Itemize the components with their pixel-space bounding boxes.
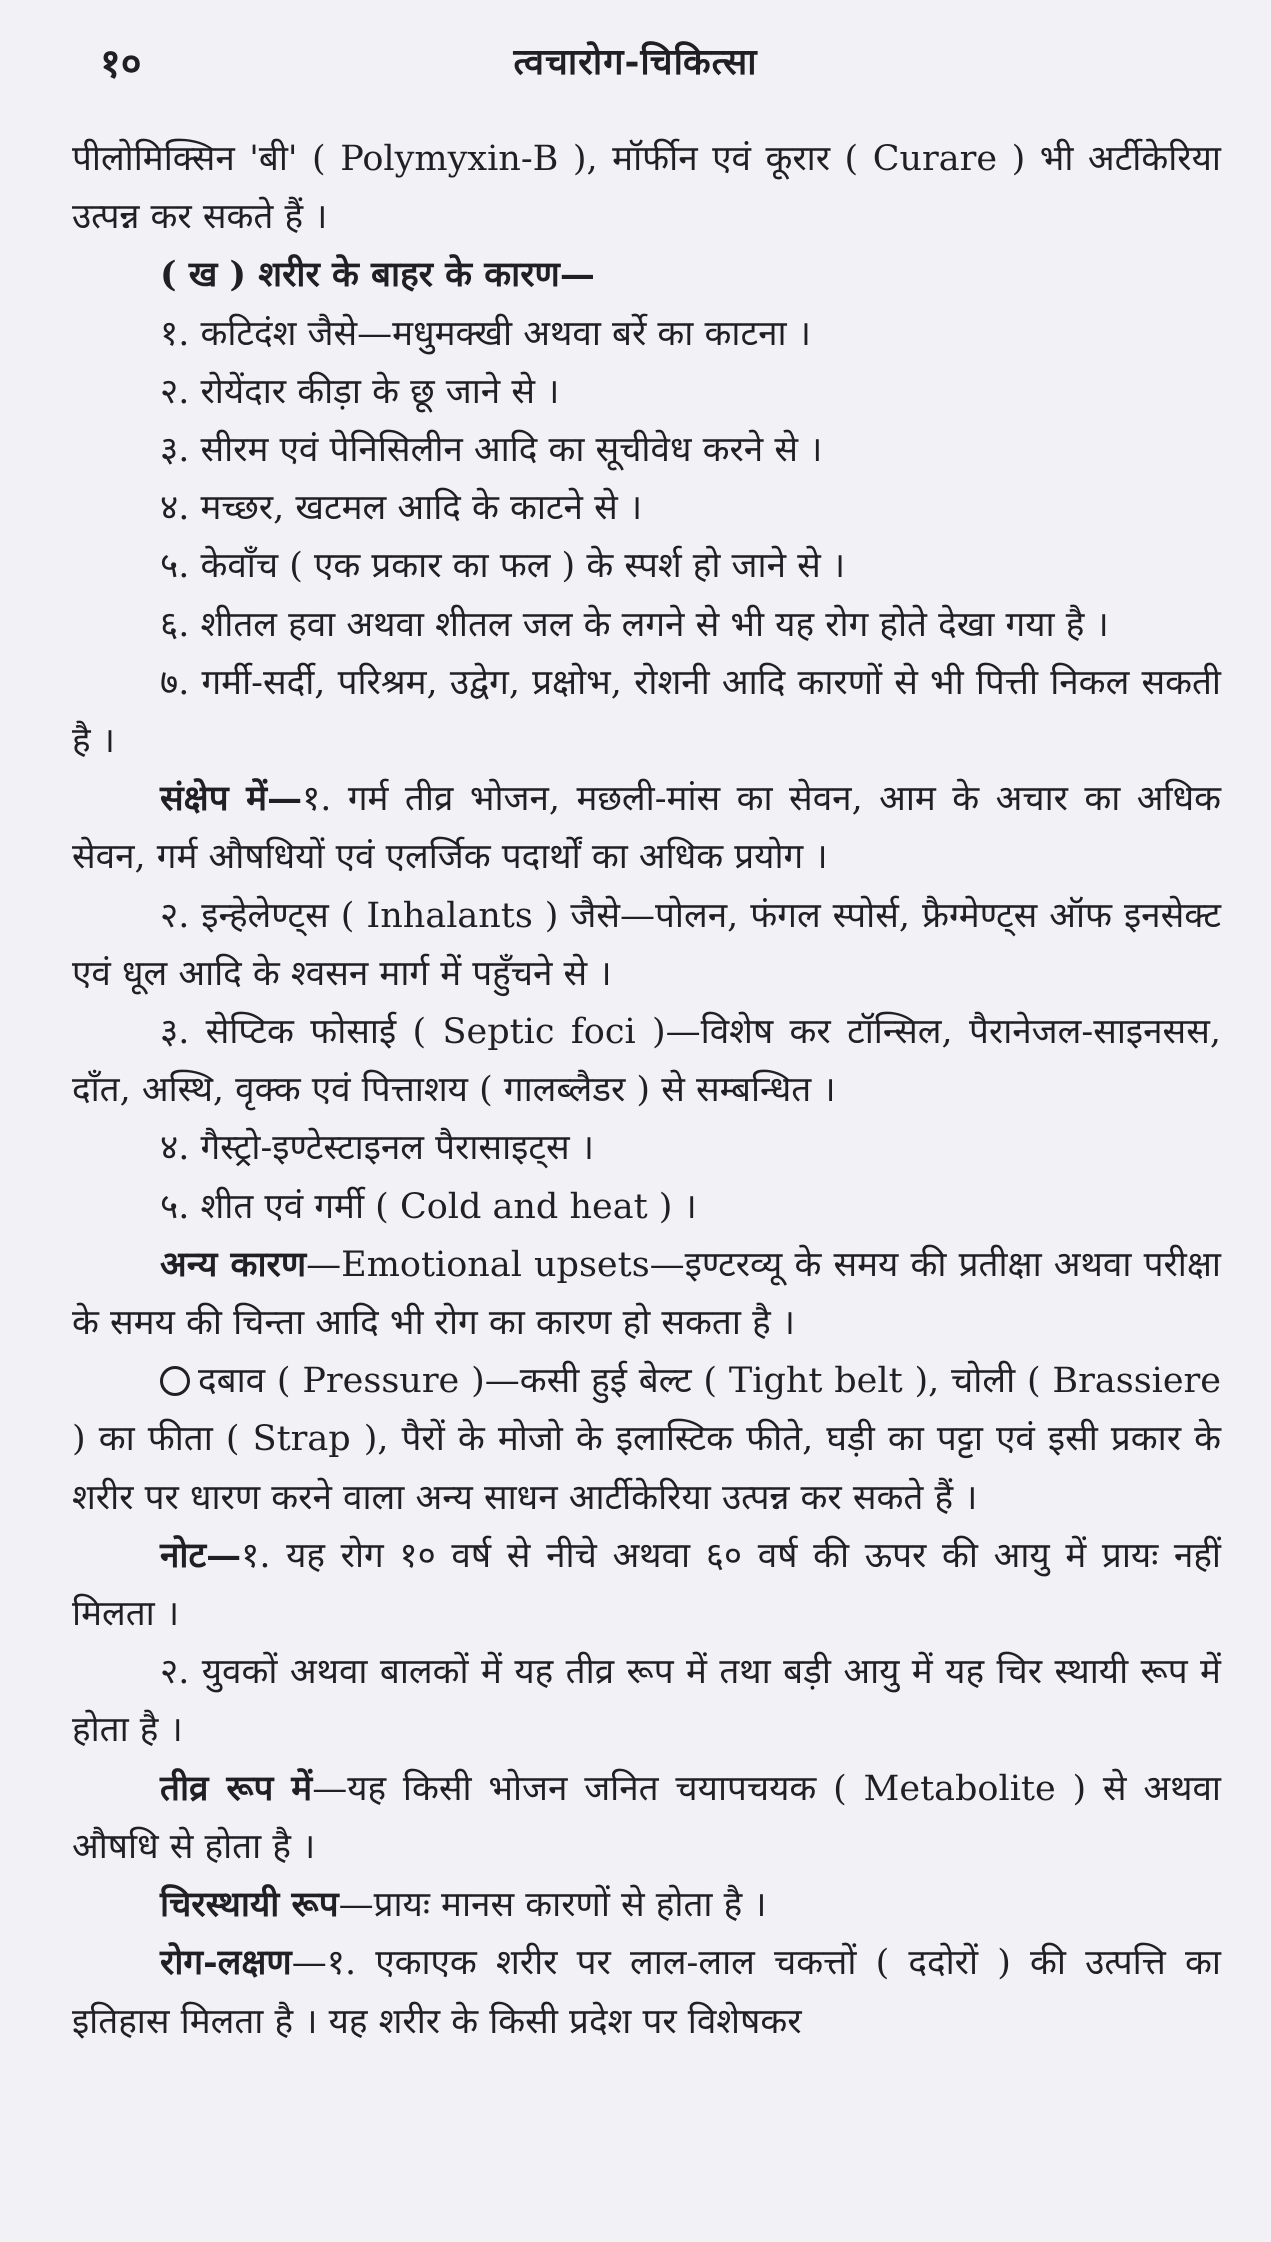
list-item: [72, 305, 1221, 363]
section-heading: [72, 246, 1221, 304]
paragraph-note: [72, 1527, 1221, 1643]
paragraph-text: —यह किसी भोजन जनित चयापचयक ( Metabolite ) से अथवा औषधि से होता है ।: [72, 1768, 1221, 1867]
paragraph-pressure: [72, 1352, 1221, 1527]
list-item: [72, 363, 1221, 421]
paragraph-text: पीलोमिक्सिन 'बी' ( Polymyxin-B ), मॉर्फीन एवं कूरार ( Curare ) भी अर्टीकेरिया उत्पन्न कर सकते हैं ।: [72, 139, 1221, 238]
list-item-text: २. युवकों अथवा बालकों में यह तीव्र रूप में तथा बड़ी आयु में यह चिर स्थायी रूप में होता है ।: [72, 1652, 1221, 1751]
list-item: [72, 479, 1221, 537]
list-item: [72, 596, 1221, 654]
paragraph-text: —१. एकाएक शरीर पर लाल-लाल चकत्तों ( ददोरों ) की उत्पत्ति का इतिहास मिलता है । यह शरीर के किसी प्रदेश पर विशेषकर: [72, 1943, 1221, 2042]
paragraph-text: दबाव ( Pressure )—कसी हुई बेल्ट ( Tight belt ), चोली ( Brassiere ) का फीता ( Strap ), पैरों के मोजो के इलास्टिक फीते, घड़ी का पट्टा एवं इसी प्रकार के शरीर पर धारण करने वाला अन्य साधन आर्टीकेरिया उत्पन्न कर सकते हैं ।: [72, 1361, 1221, 1518]
lead-note: नोट—: [160, 1534, 242, 1576]
list-item-text: ५. शीत एवं गर्मी ( Cold and heat ) ।: [160, 1186, 697, 1227]
lead-summary: संक्षेप में—: [160, 778, 303, 820]
paragraph-other-causes: [72, 1236, 1221, 1352]
paragraph-text: —Emotional upsets—इण्टरव्यू के समय की प्रतीक्षा अथवा परीक्षा के समय की चिन्ता आदि भी रोग का कारण हो सकता है ।: [72, 1244, 1221, 1344]
page-number: १०: [100, 40, 142, 87]
list-item-text: ५. केवाँच ( एक प्रकार का फल ) के स्पर्श हो जाने से ।: [160, 546, 846, 587]
lead-symptoms: रोग-लक्षण: [160, 1942, 292, 1984]
list-item: [72, 421, 1221, 479]
paragraph-text: —प्रायः मानस कारणों से होता है ।: [338, 1885, 767, 1926]
list-item: [72, 537, 1221, 595]
paragraph-acute-form: [72, 1760, 1221, 1876]
paragraph-summary: [72, 770, 1221, 886]
running-title: त्वचारोग-चिकित्सा: [513, 41, 758, 83]
list-item-text: ४. गैस्ट्रो-इण्टेस्टाइनल पैरासाइट्स ।: [160, 1128, 595, 1169]
heading-outside-causes: ( ख ) शरीर के बाहर के कारण—: [160, 254, 595, 296]
lead-chronic-form: चिरस्थायी रूप: [160, 1884, 339, 1926]
circle-bullet-icon: [160, 1366, 190, 1396]
list-item-text: २. रोयेंदार कीड़ा के छू जाने से ।: [160, 371, 560, 412]
list-item: [72, 1003, 1221, 1119]
list-item-text: ७. गर्मी-सर्दी, परिश्रम, उद्वेग, प्रक्षोभ, रोशनी आदि कारणों से भी पित्ती निकल सकती है ।: [72, 662, 1221, 762]
paragraph-text: १. यह रोग १० वर्ष से नीचे अथवा ६० वर्ष की ऊपर की आयु में प्रायः नहीं मिलता ।: [72, 1535, 1221, 1635]
list-item: [72, 887, 1221, 1003]
list-item: [72, 1178, 1221, 1236]
paragraph-symptoms: [72, 1934, 1221, 2050]
paragraph-text: १. गर्म तीव्र भोजन, मछली-मांस का सेवन, आम के अचार का अधिक सेवन, गर्म औषधियों एवं एलर्जिक पदार्थों का अधिक प्रयोग ।: [72, 779, 1221, 878]
body-text: [72, 130, 1221, 2051]
list-item-text: ४. मच्छर, खटमल आदि के काटने से ।: [160, 488, 643, 529]
running-header: [90, 28, 1181, 88]
paragraph: [72, 130, 1221, 246]
list-item: [72, 654, 1221, 770]
paragraph-chronic-form: [72, 1876, 1221, 1934]
list-item: [72, 1119, 1221, 1177]
list-item-text: १. कटिदंश जैसे—मधुमक्खी अथवा बर्रे का काटना ।: [160, 313, 811, 354]
list-item-text: ३. सेप्टिक फोसाई ( Septic foci )—विशेष कर टॉन्सिल, पैरानेजल-साइनसस, दाँत, अस्थि, वृक्क एवं पित्ताशय ( गालब्लैडर ) से सम्बन्धित ।: [72, 1012, 1221, 1111]
list-item-text: ६. शीतल हवा अथवा शीतल जल के लगने से भी यह रोग होते देखा गया है ।: [160, 604, 1109, 645]
list-item-text: २. इन्हेलेण्ट्स ( Inhalants ) जैसे—पोलन, फंगल स्पोर्स, फ्रैग्मेण्ट्स ऑफ इनसेक्ट एवं धूल आदि के श्वसन मार्ग में पहुँचने से ।: [72, 895, 1221, 994]
lead-other-causes: अन्य कारण: [160, 1243, 307, 1285]
list-item: [72, 1643, 1221, 1759]
lead-acute-form: तीव्र रूप में: [160, 1767, 313, 1809]
list-item-text: ३. सीरम एवं पेनिसिलीन आदि का सूचीवेध करने से ।: [160, 430, 823, 471]
